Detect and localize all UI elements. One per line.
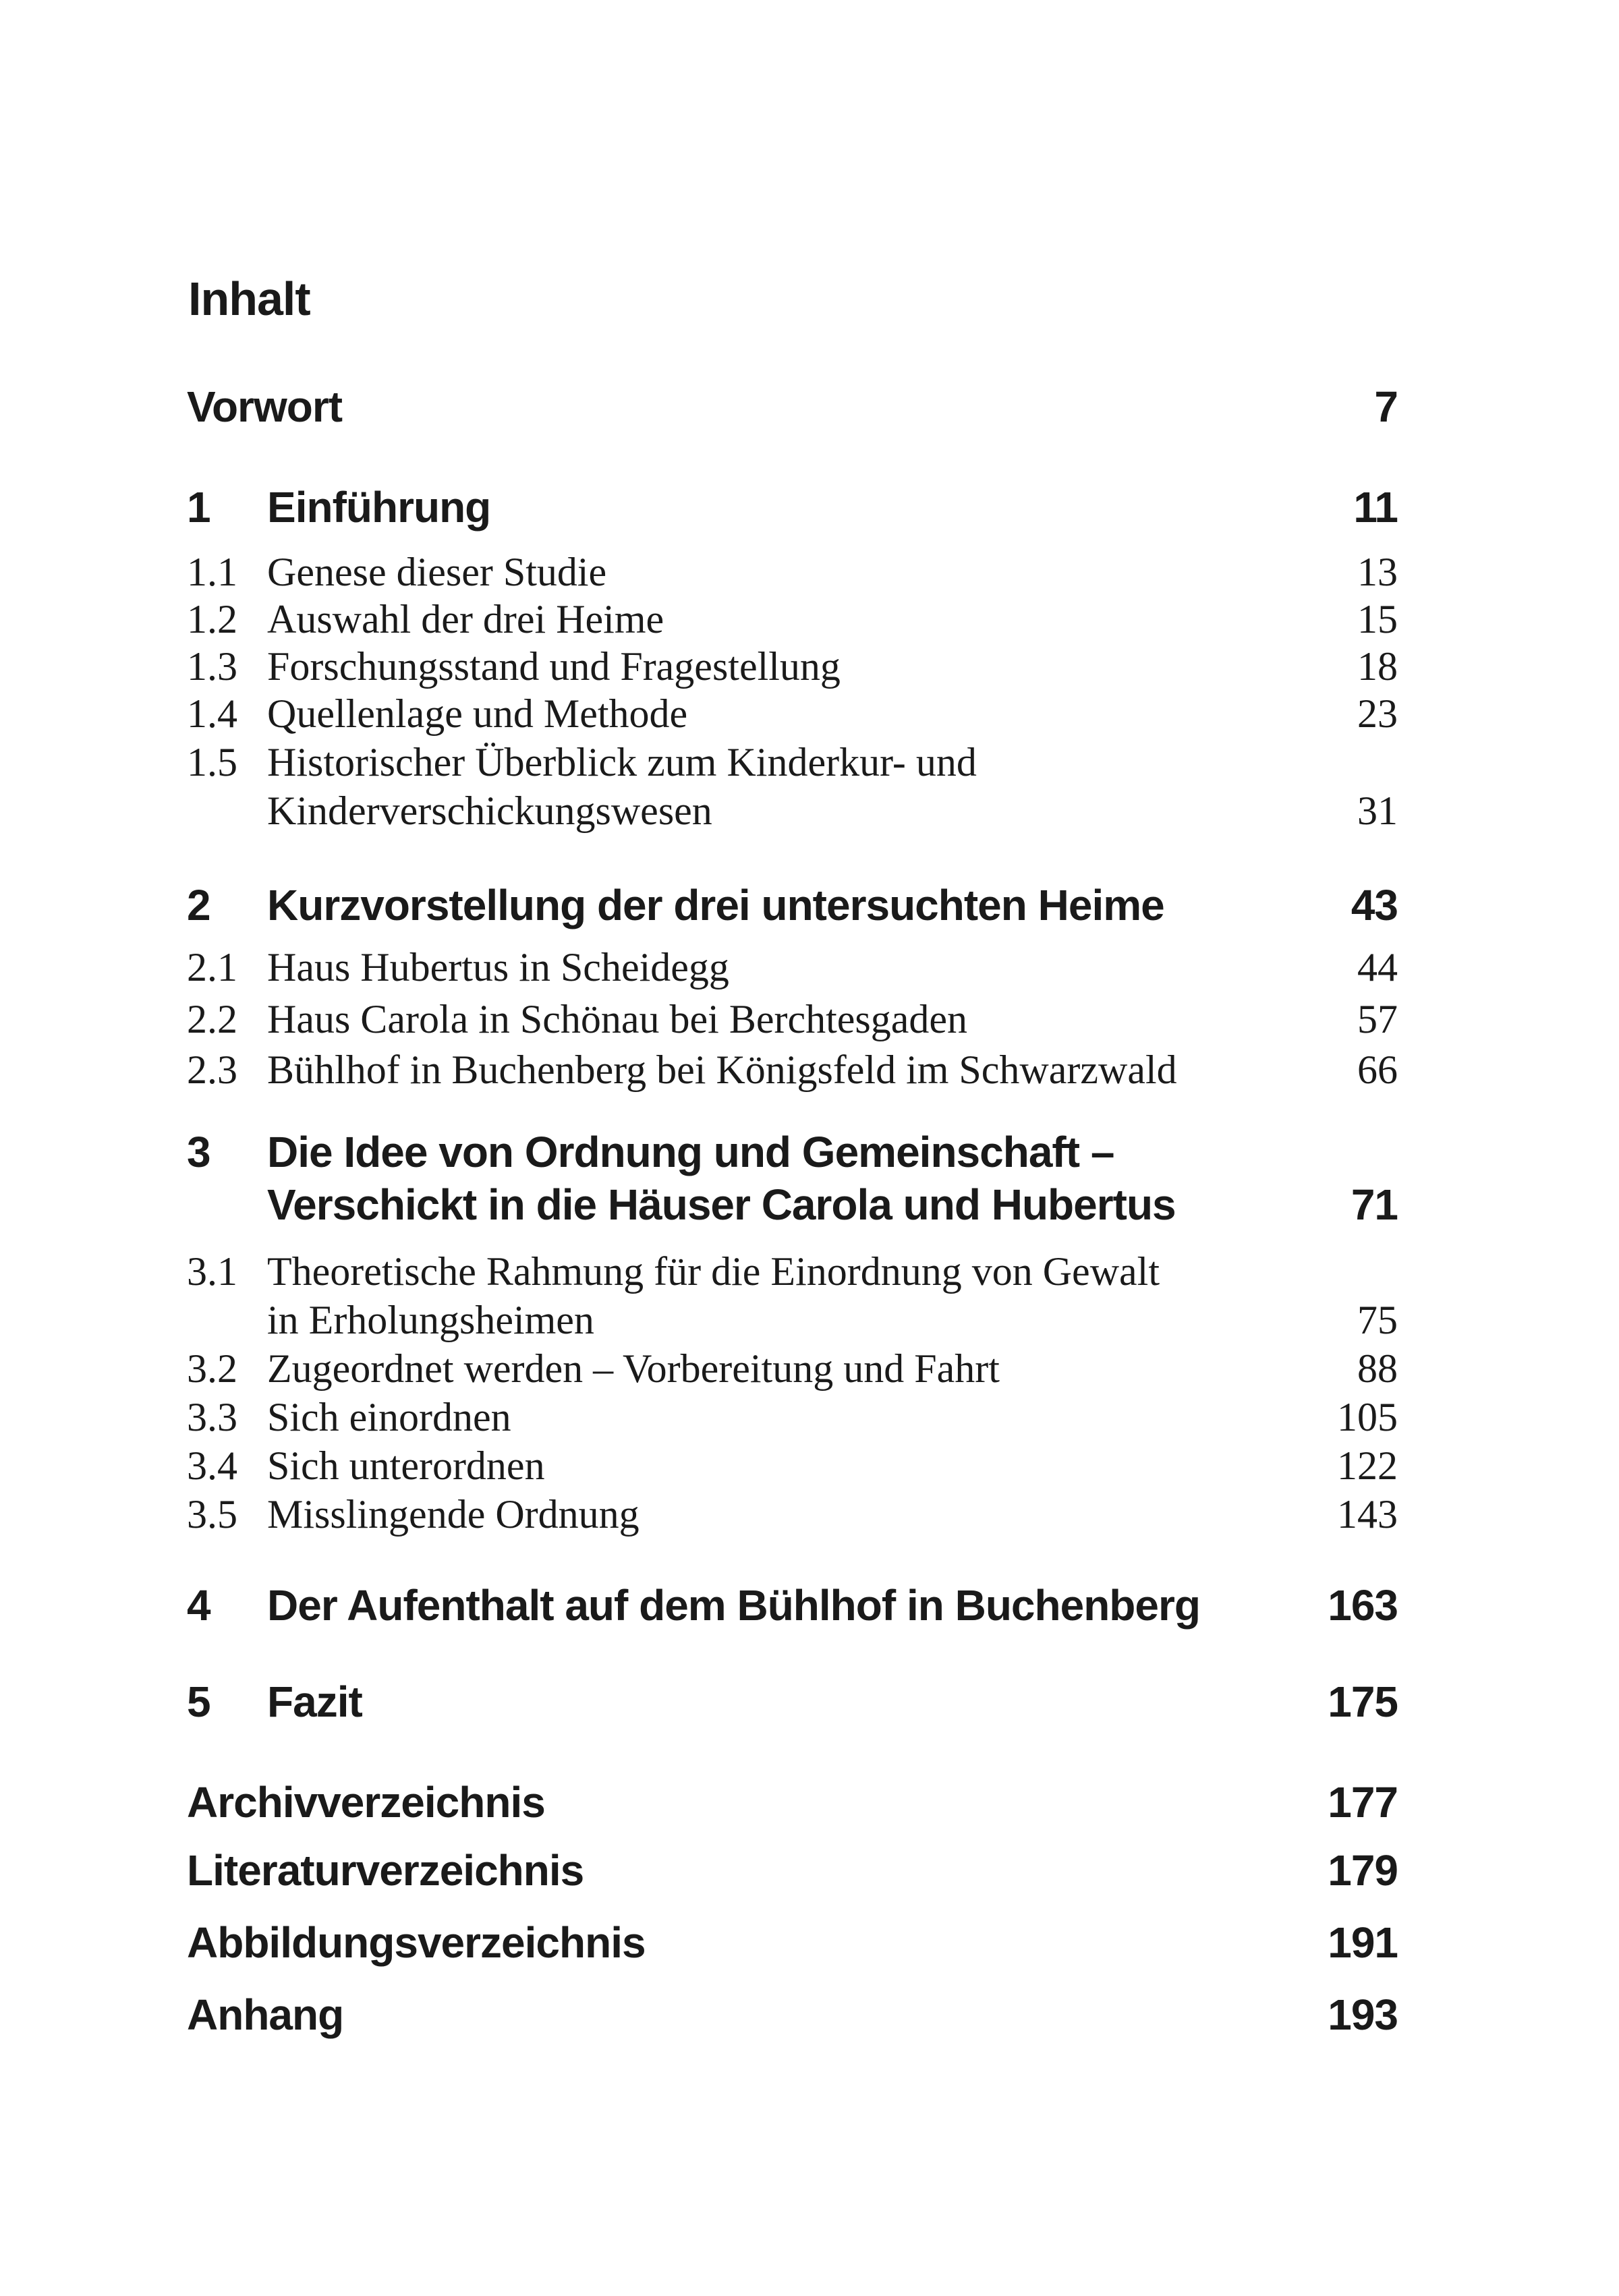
toc-entry-page: 191 — [1328, 1918, 1398, 1967]
toc-entry-label: Archivverzeichnis — [187, 1778, 545, 1827]
toc-entry-label: Der Aufenthalt auf dem Bühlhof in Buchenberg — [267, 1581, 1200, 1630]
toc-entry-label: Genese dieser Studie — [267, 550, 607, 594]
toc-entry-label: Bühlhof in Buchenberg bei Königsfeld im Schwarzwald — [267, 1047, 1177, 1092]
toc-entry-number: 2.1 — [187, 945, 237, 989]
toc-entry-label: in Erholungsheimen — [267, 1298, 594, 1342]
toc-row — [187, 1348, 1398, 1389]
toc-entry-number: 4 — [187, 1581, 210, 1630]
toc-entry-number: 2.3 — [187, 1047, 237, 1092]
toc-entry-page: 31 — [1357, 788, 1398, 833]
toc-entry-label: Fazit — [267, 1677, 362, 1726]
toc-entry-label: Literaturverzeichnis — [187, 1846, 584, 1895]
toc-entry-number: 3.3 — [187, 1395, 237, 1439]
toc-row — [187, 1990, 1398, 2039]
toc-entry-page: 105 — [1337, 1395, 1398, 1439]
toc-row — [187, 382, 1398, 431]
toc-row — [187, 1492, 1398, 1537]
toc-entry-number: 1.5 — [187, 740, 237, 784]
toc-entry-label: Kinderverschickungswesen — [267, 788, 712, 833]
toc-row — [187, 1918, 1398, 1967]
toc-entry-page: 7 — [1374, 382, 1398, 431]
toc-row — [187, 1130, 1398, 1174]
toc-row — [187, 742, 1398, 782]
toc-entry-label: Historischer Überblick zum Kinderkur- und — [267, 740, 977, 784]
toc-row — [187, 1778, 1398, 1827]
toc-entry-label: Kurzvorstellung der drei untersuchten Heime — [267, 881, 1164, 929]
toc-entry-number: 5 — [187, 1677, 210, 1726]
toc-entry-page: 175 — [1328, 1677, 1398, 1726]
toc-row — [187, 881, 1398, 929]
toc-entry-label: Haus Carola in Schönau bei Berchtesgaden — [267, 997, 968, 1041]
toc-entry-number: 3 — [187, 1128, 210, 1176]
toc-row — [187, 1251, 1398, 1292]
toc-entry-label: Verschickt in die Häuser Carola und Hubertus — [267, 1180, 1176, 1229]
toc-entry-number: 1.3 — [187, 644, 237, 689]
toc-entry-label: Haus Hubertus in Scheidegg — [267, 945, 729, 989]
toc-entry-number: 3.2 — [187, 1346, 237, 1391]
toc-entry-label: Anhang — [187, 1990, 344, 2039]
toc-entry-number: 1.4 — [187, 691, 237, 736]
toc-entry-page: 44 — [1357, 945, 1398, 989]
toc-entry-page: 75 — [1357, 1298, 1398, 1342]
toc-entry-page: 43 — [1351, 881, 1398, 929]
toc-row — [187, 947, 1398, 987]
toc-entry-label: Einführung — [267, 483, 491, 532]
toc-row — [187, 1300, 1398, 1340]
toc-entry-page: 177 — [1328, 1778, 1398, 1827]
toc-entry-label: Quellenlage und Methode — [267, 691, 688, 736]
toc-entry-label: Vorwort — [187, 382, 343, 431]
toc-row — [187, 552, 1398, 592]
toc-row — [187, 788, 1398, 833]
toc-entry-page: 15 — [1357, 597, 1398, 641]
toc-entry-page: 13 — [1357, 550, 1398, 594]
toc-entry-label: Sich unterordnen — [267, 1443, 545, 1488]
toc-entry-page: 88 — [1357, 1346, 1398, 1391]
toc-entry-page: 11 — [1353, 483, 1398, 532]
toc-row — [187, 999, 1398, 1039]
toc-entry-page: 66 — [1357, 1047, 1398, 1092]
toc-row — [187, 1180, 1398, 1229]
toc-entry-page: 193 — [1328, 1990, 1398, 2039]
toc-entry-number: 1.1 — [187, 550, 237, 594]
toc-entry-page: 71 — [1351, 1180, 1398, 1229]
toc-row — [187, 1445, 1398, 1486]
toc-entry-number: 2 — [187, 881, 210, 929]
toc-row — [187, 1581, 1398, 1630]
toc-entry-page: 18 — [1357, 644, 1398, 689]
toc-entry-label: Misslingende Ordnung — [267, 1492, 640, 1537]
toc-entry-label: Forschungsstand und Fragestellung — [267, 644, 841, 689]
toc-row — [187, 1397, 1398, 1437]
toc-row — [187, 693, 1398, 734]
toc-entry-page: 23 — [1357, 691, 1398, 736]
toc-entry-number: 3.5 — [187, 1492, 237, 1537]
toc-entry-number: 3.1 — [187, 1249, 237, 1294]
toc-entry-page: 179 — [1328, 1846, 1398, 1895]
page-title: Inhalt — [188, 272, 310, 325]
toc-row — [187, 483, 1398, 532]
toc-entry-number: 1.2 — [187, 597, 237, 641]
toc-row — [187, 1047, 1398, 1092]
toc-row — [187, 1677, 1398, 1726]
toc-row — [187, 646, 1398, 687]
toc-row — [187, 599, 1398, 639]
toc-entry-page: 163 — [1328, 1581, 1398, 1630]
toc-entry-label: Abbildungsverzeichnis — [187, 1918, 646, 1967]
toc-row — [187, 1846, 1398, 1895]
toc-entry-label: Sich einordnen — [267, 1395, 511, 1439]
toc-entry-number: 2.2 — [187, 997, 237, 1041]
toc-entry-label: Auswahl der drei Heime — [267, 597, 664, 641]
toc-entry-label: Zugeordnet werden – Vorbereitung und Fahrt — [267, 1346, 1000, 1391]
toc-entry-label: Theoretische Rahmung für die Einordnung von Gewalt — [267, 1249, 1160, 1294]
toc-entry-page: 57 — [1357, 997, 1398, 1041]
toc-entry-page: 143 — [1337, 1492, 1398, 1537]
toc-entry-page: 122 — [1337, 1443, 1398, 1488]
toc-entry-label: Die Idee von Ordnung und Gemeinschaft – — [267, 1128, 1114, 1176]
toc-entry-number: 3.4 — [187, 1443, 237, 1488]
toc-entry-number: 1 — [187, 483, 210, 532]
